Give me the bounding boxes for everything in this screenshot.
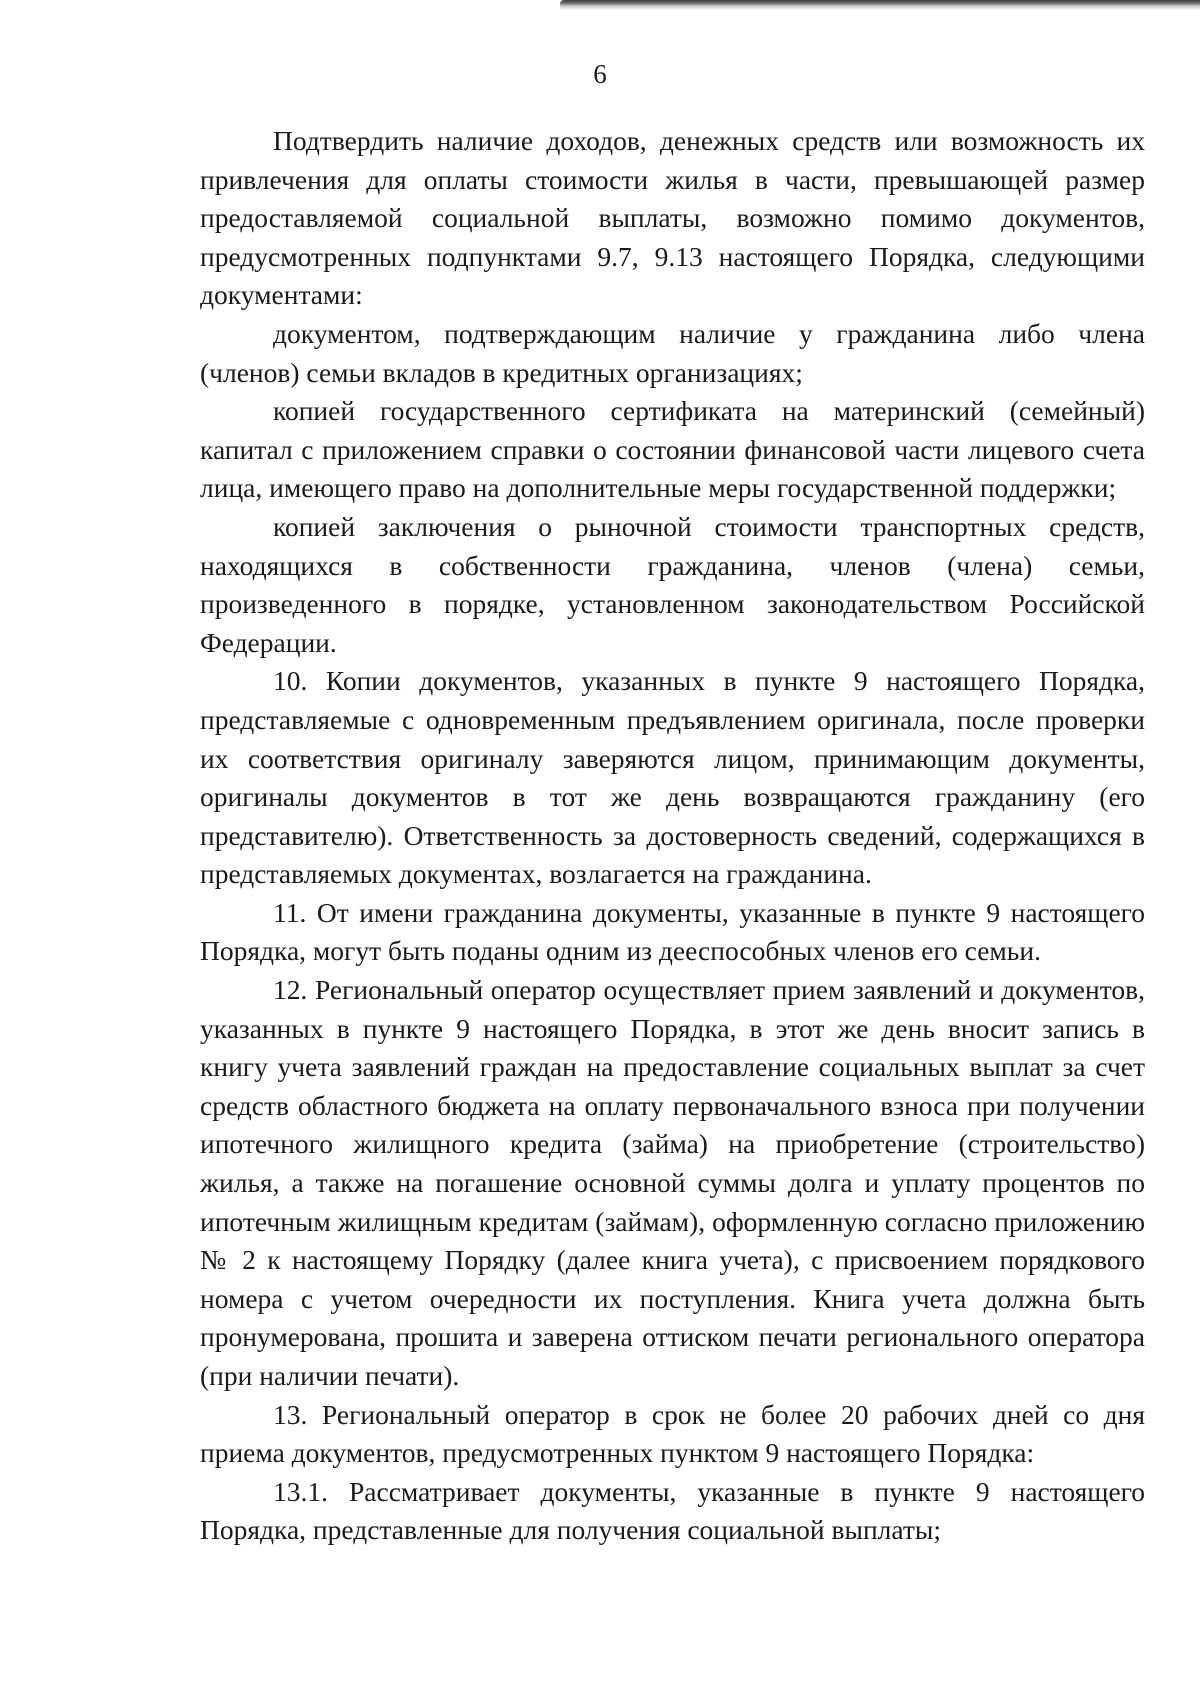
page-number: 6: [593, 59, 607, 89]
paragraph-item-13-1: 13.1. Рассматривает документы, указанные в пункте 9 настоящего Порядка, представленные для получения социальной выплаты;: [200, 1475, 1145, 1546]
paragraph-item-13: 13. Региональный оператор в срок не более 20 рабочих дней со дня приема документов, предусмотренных пунктом 9 настоящего Порядка:: [200, 1398, 1145, 1469]
document-body: [200, 122, 1145, 1550]
paragraph-maternity-certificate: копией государственного сертификата на материнский (семейный) капитал с приложением справки о состоянии финансовой части лицевого счета лица, имеющего право на дополнительные меры государственной поддержки;: [200, 395, 1145, 504]
paragraph-item-12: 12. Региональный оператор осуществляет прием заявлений и документов, указанных в пункте 9 настоящего Порядка, в этот же день вносит запись в книгу учета заявлений граждан на предоставление социальных выплат за счет средств областного бюджета на оплату первоначального взноса при получении ипотечного жилищного кредита (займа) на приобретение (строительство) жилья, а также на погашение основной суммы долга и уплату процентов по ипотечным жилищным кредитам (займам), оформленную согласно приложению № 2 к настоящему Порядку (далее книга учета), с присвоением порядкового номера с учетом очередности их поступления. Книга учета должна быть пронумерована, прошита и заверена оттиском печати регионального оператора (при наличии печати).: [200, 974, 1145, 1391]
scan-edge-shadow: [560, 0, 1200, 10]
paragraph-item-10: 10. Копии документов, указанных в пункте 9 настоящего Порядка, представляемые с одновременным предъявлением оригинала, после проверки их соответствия оригиналу заверяются лицом, принимающим документы, оригиналы документов в тот же день возвращаются гражданину (его представителю). Ответственность за достоверность сведений, содержащихся в представляемых документах, возлагается на гражданина.: [200, 665, 1145, 890]
paragraph-deposits-document: документом, подтверждающим наличие у гражданина либо члена (членов) семьи вкладов в кредитных организациях;: [200, 317, 1145, 388]
paragraph-income-confirmation: Подтвердить наличие доходов, денежных средств или возможность их привлечения для оплаты стоимости жилья в части, превышающей размер предоставляемой социальной выплаты, возможно помимо документов, предусмотренных подпунктами 9.7, 9.13 настоящего Порядка, следующими документами:: [200, 125, 1145, 311]
paragraph-vehicle-valuation: копией заключения о рыночной стоимости транспортных средств, находящихся в собственности гражданина, членов (члена) семьи, произведенного в порядке, установленном законодательством Российской Федерации.: [200, 510, 1145, 658]
paragraph-item-11: 11. От имени гражданина документы, указанные в пункте 9 настоящего Порядка, могут быть поданы одним из дееспособных членов его семьи.: [200, 896, 1145, 967]
